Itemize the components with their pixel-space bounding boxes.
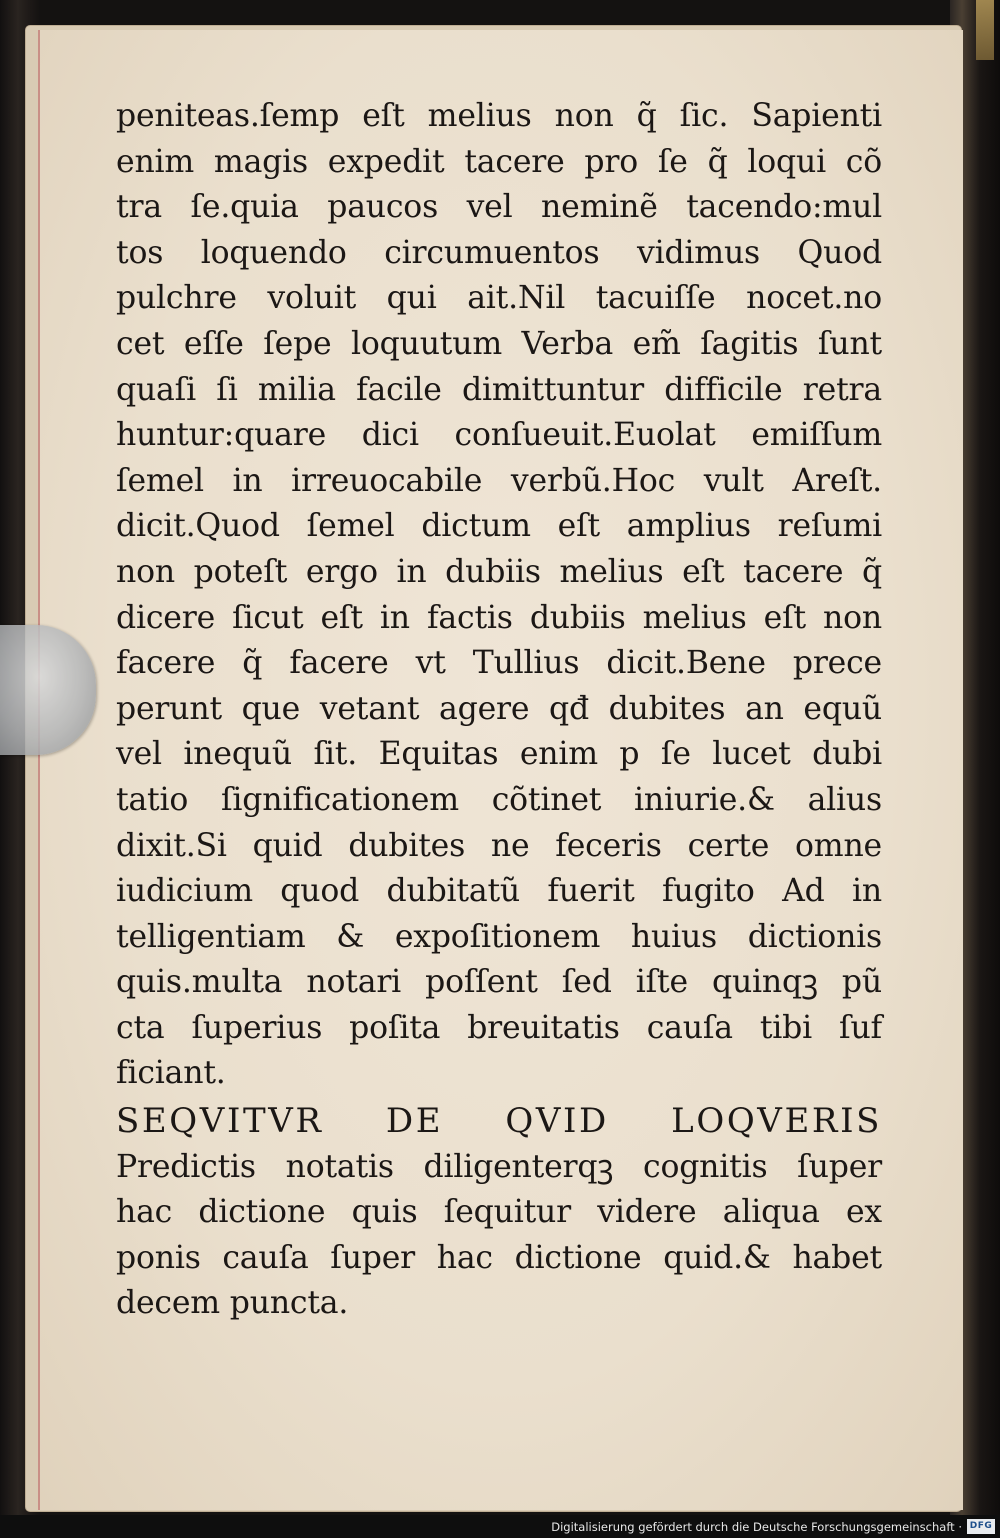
text-line: peniteas.ſemp eſt melius non q̃ ſic. Sapienti — [116, 98, 882, 134]
text-line: quis.multa notari poſſent ſed iſte quinqꝫ pũ — [116, 964, 882, 1001]
text-line: dixit.Si quid dubites ne feceris certe omne — [116, 827, 882, 864]
text-line: hac dictione quis ſequitur videre aliqua ex — [116, 1194, 882, 1231]
section-heading: SEQVITVR DE QVID LOQVERIS — [116, 1101, 882, 1142]
text-line: huntur:quare dici conſueuit.Euolat emiſſum — [116, 417, 882, 454]
text-line: quaſi ſi milia facile dimittuntur difficile retra — [116, 371, 882, 408]
text-line: enim magis expedit tacere pro ſe q̃ loqui cõ — [116, 143, 882, 180]
text-line: cta ſuperius poſita breuitatis cauſa tibi ſuf — [116, 1009, 882, 1046]
text-line: dicere ſicut eſt in factis dubiis melius eſt non — [116, 599, 882, 636]
text-line: Predictis notatis diligenterqꝫ cognitis ſuper — [116, 1148, 882, 1185]
dfg-logo[interactable]: DFG — [967, 1519, 995, 1534]
footer-bar — [0, 1515, 1000, 1538]
text-line: telligentiam & expoſitionem huius dictionis — [116, 918, 882, 955]
funding-credit: Digitalisierung gefördert durch die Deutsche Forschungsgemeinschaft · — [551, 1520, 962, 1534]
text-line: iudicium quod dubitatũ fuerit fugito Ad in — [116, 873, 882, 910]
page-text — [116, 94, 896, 1327]
text-line: ponis cauſa ſuper hac dictione quid.& habet — [116, 1239, 882, 1276]
text-line: cet eſſe ſepe loquutum Verba em̃ ſagitis ſunt — [116, 325, 882, 362]
text-line: tatio ſignificationem cõtinet iniurie.& alius — [116, 781, 882, 818]
text-line: tra ſe.quia paucos vel neminẽ tacendo:mul — [116, 189, 882, 226]
text-line: tos loquendo circumuentos vidimus Quod — [116, 234, 882, 271]
text-line: decem puncta. — [116, 1285, 349, 1322]
text-line: ficiant. — [116, 1055, 226, 1092]
gilt-edge — [976, 0, 994, 60]
text-line: perunt que vetant agere qđ dubites an equũ — [116, 690, 882, 727]
text-line: dicit.Quod ſemel dictum eſt amplius reſumi — [116, 508, 882, 545]
text-line: facere q̃ facere vt Tullius dicit.Bene prece — [116, 645, 882, 682]
text-line: vel inequũ ſit. Equitas enim p ſe lucet dubi — [116, 736, 882, 773]
text-line: ſemel in irreuocabile verbũ.Hoc vult Areſt. — [116, 462, 882, 499]
text-line: pulchre voluit qui ait.Nil tacuiſſe nocet.no — [116, 280, 882, 317]
text-line: non poteſt ergo in dubiis melius eſt tacere q̃ — [116, 553, 882, 590]
